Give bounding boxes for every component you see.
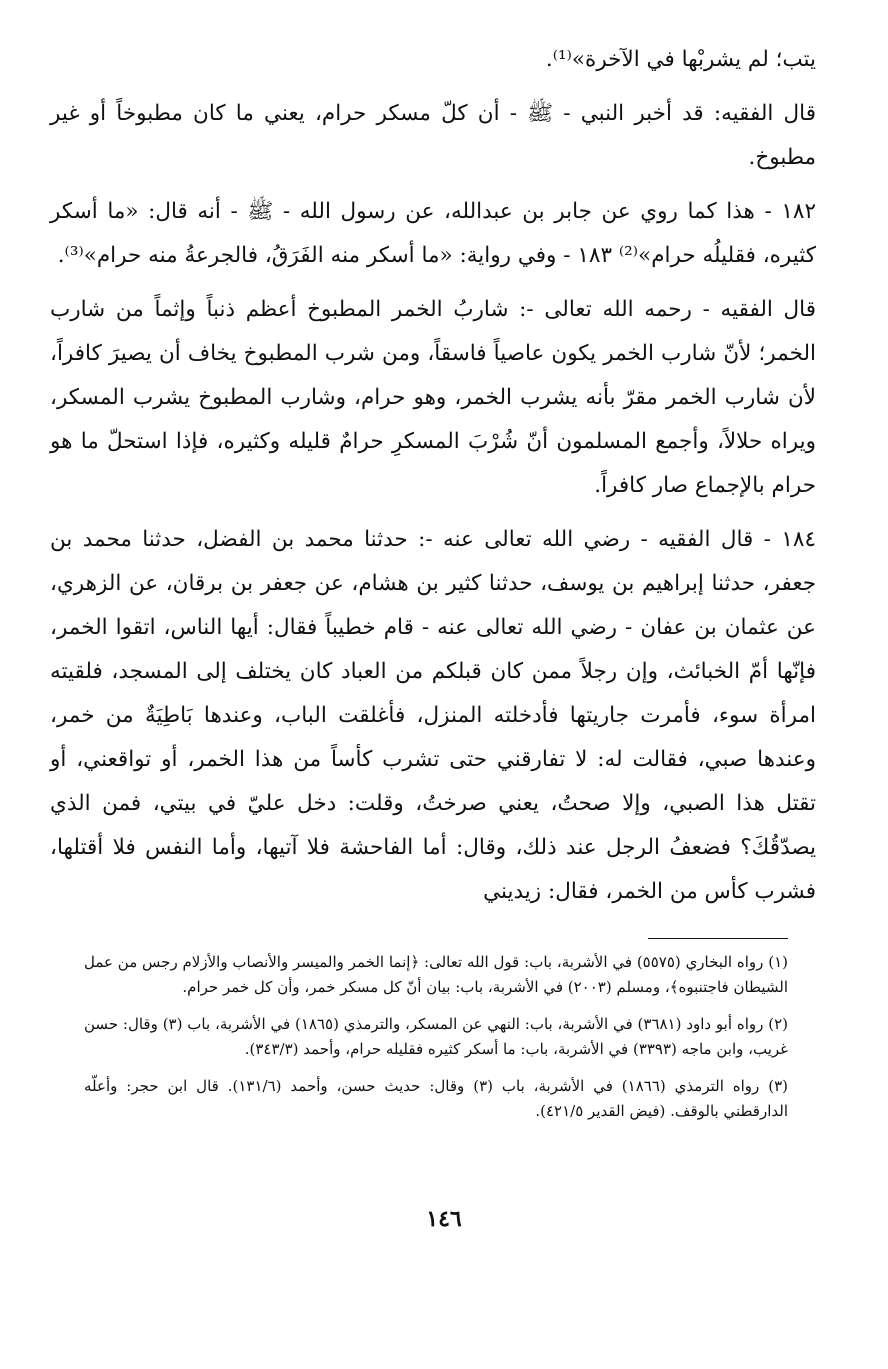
paragraph: ١٨٢ - هذا كما روي عن جابر بن عبدالله، عن رسول الله - ﷺ - أنه قال: «ما أسكر كثيره، فقليلُه حرام»⁽²⁾ ١٨٣ - وفي رواية: «ما أسكر منه الفَرَقُ، فالجرعةُ منه حرام»⁽³⁾. [50, 199, 816, 268]
footnote-separator [648, 938, 788, 939]
page-number: ١٤٦ [426, 1206, 462, 1232]
paragraph: قال الفقيه - رحمه الله تعالى -: شاربُ الخمر المطبوخ أعظم ذنباً وإثماً من شارب الخمر؛ لأنّ شارب الخمر يكون عاصياً فاسقاً، ومن شرب المطبوخ يخاف أن يصيرَ كافراً، لأن شارب الخمر مقرّ بأنه يشرب الخمر، وهو حرام، وشارب المطبوخ يشرب المسكر، ويراه حلالاً، وأجمع المسلمون أنّ شُرْبَ المسكرِ حرامٌ قليله وكثيره، فإذا استحلّ ما هو حرام بالإجماع صار كافراً. [50, 297, 816, 498]
footnote: (٣) رواه الترمذي (١٨٦٦) في الأشربة، باب (٣) وقال: حديث حسن، وأحمد (١٣١/٦). قال ابن حجر: وأعلّه الدارقطني بالوقف. (فيض القدير ٤٢١/٥). [84, 1077, 788, 1120]
paragraph: قال الفقيه: قد أخبر النبي - ﷺ - أن كلّ مسكر حرام، يعني ما كان مطبوخاً أو غير مطبوخ. [50, 101, 816, 170]
paragraph: يتب؛ لم يشربْها في الآخرة»⁽¹⁾. [545, 47, 816, 72]
footnotes [84, 950, 788, 1136]
paragraph: ١٨٤ - قال الفقيه - رضي الله تعالى عنه -: حدثنا محمد بن الفضل، حدثنا محمد بن جعفر، حدثنا إبراهيم بن يوسف، حدثنا كثير بن هشام، عن جعفر بن برقان، عن الزهري، عن عثمان بن عفان - رضي الله تعالى عنه - قام خطيباً فقال: أيها الناس، اتقوا الخمر، فإنّها أمّ الخبائث، وإن رجلاً ممن كان قبلكم من العباد كان يختلف إلى المسجد، فلقيته امرأة سوء، فأمرت جاريتها فأدخلته المنزل، فأغلقت الباب، وعندها بَاطِيَةٌ من خمر، وعندها صبي، فقالت له: لا تفارقني حتى تشرب كأساً من هذا الخمر، أو تواقعني، أو تقتل هذا الصبي، وإلا صحتُ، يعني صرختُ، وقلت: دخل عليّ في بيتي، فمن الذي يصدّقُكَ؟ فضعفُ الرجل عند ذلك، وقال: أما الفاحشة فلا آتيها، وأما النفس فلا أقتلها، فشرب كأس من الخمر، فقال: زيديني [50, 527, 816, 904]
footnote: (٢) رواه أبو داود (٣٦٨١) في الأشربة، باب: النهي عن المسكر، والترمذي (١٨٦٥) في الأشربة، باب (٣) وقال: حسن غريب، وابن ماجه (٣٣٩٣) في الأشربة، باب: ما أسكر كثيره فقليله حرام، وأحمد (٣٤٣/٣). [84, 1015, 788, 1058]
footnote: (١) رواه البخاري (٥٥٧٥) في الأشربة، باب: قول الله تعالى: ﴿إنما الخمر والميسر والأنصاب والأزلام رجس من عمل الشيطان فاجتنبوه﴾، ومسلم (٢٠٠٣) في الأشربة، باب: بيان أنّ كل مسكر خمر، وأن كل خمر حرام. [84, 953, 788, 996]
main-text [50, 38, 816, 924]
